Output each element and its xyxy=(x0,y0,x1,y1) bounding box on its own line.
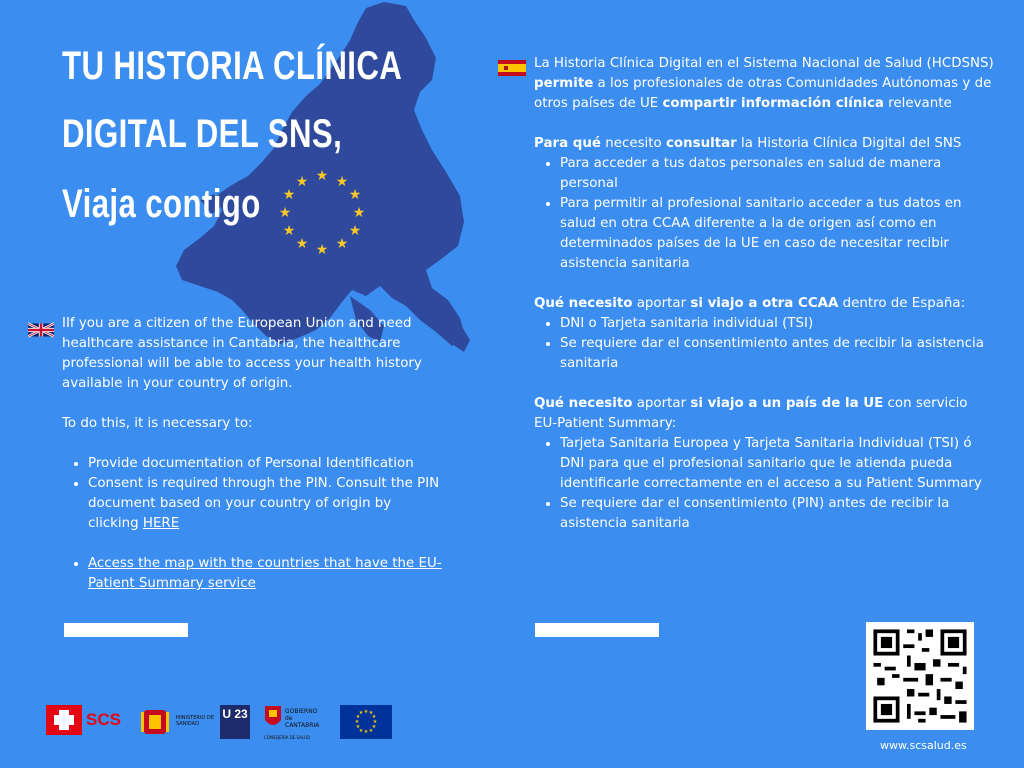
svg-text:★: ★ xyxy=(372,719,378,725)
svg-text:★: ★ xyxy=(358,710,364,716)
english-bullet-3 xyxy=(88,554,442,594)
question-1-bullet: • Para permitir al profesional sanitario acceder a tus datos en salud en otra CCAA diferente a la de origen así como en determinados países de la UE en caso de necesitar recibir asistencia sanitaria xyxy=(560,194,994,274)
svg-text:★: ★ xyxy=(348,187,362,203)
svg-text:★: ★ xyxy=(363,729,369,735)
english-map-list xyxy=(62,554,442,594)
question-3-bullet: • Se requiere dar el consentimiento (PIN) antes de recibir la asistencia sanitaria xyxy=(560,494,994,534)
spanish-section xyxy=(534,54,994,534)
eu-flag-icon xyxy=(340,705,392,739)
uk-flag-icon xyxy=(28,322,54,338)
svg-text:★: ★ xyxy=(352,205,366,221)
svg-text:★: ★ xyxy=(368,710,374,716)
english-todo: To do this, it is necessary to: xyxy=(62,416,253,431)
svg-text:★: ★ xyxy=(315,168,329,184)
gobierno-text: GOBIERNO de CANTABRIA xyxy=(285,708,320,729)
question-2-list xyxy=(534,314,994,374)
svg-text:★: ★ xyxy=(335,174,349,190)
svg-text:★: ★ xyxy=(371,724,377,730)
svg-text:★: ★ xyxy=(355,724,361,730)
question-3: Qué necesito aportar si viajo a un país de la UE con servicio EU-Patient Summary: xyxy=(534,396,968,431)
english-list xyxy=(62,454,442,534)
svg-text:★: ★ xyxy=(315,242,329,258)
svg-text:★: ★ xyxy=(295,236,309,252)
eu-map-link[interactable]: Access the map with the countries that have the EU-Patient Summary service xyxy=(88,556,442,591)
spain-coat-of-arms-icon xyxy=(140,706,170,738)
svg-text:★: ★ xyxy=(348,223,362,239)
english-intro: IIf you are a citizen of the European Union and need healthcare assistance in Cantabria, the healthcare professional will be able to access your health history available in your country of origin. xyxy=(62,316,422,391)
right-white-bar xyxy=(535,623,659,637)
cantabria-shield-icon xyxy=(264,704,282,730)
qr-code-image[interactable] xyxy=(866,622,974,730)
consejeria-text: CONSEJERÍA DE SALUD xyxy=(264,735,310,740)
svg-text:★: ★ xyxy=(354,719,360,725)
svg-text:★: ★ xyxy=(355,714,361,720)
title-line-3: Viaja contigo xyxy=(62,182,261,226)
here-link[interactable]: HERE xyxy=(142,516,180,531)
left-white-bar xyxy=(64,623,188,637)
spain-flag-icon xyxy=(498,60,526,76)
svg-text:★: ★ xyxy=(363,709,369,715)
question-2: Qué necesito aportar si viajo a otra CCAA dentro de España: xyxy=(534,296,966,311)
english-bullet-2 xyxy=(88,474,442,534)
svg-text:★: ★ xyxy=(282,223,296,239)
svg-text:★: ★ xyxy=(371,714,377,720)
question-2-bullet: • Se requiere dar el consentimiento antes de recibir la asistencia sanitaria xyxy=(560,334,994,374)
scs-logo-text: SCS xyxy=(86,710,121,729)
question-1-bullet: • Para acceder a tus datos personales en salud de manera personal xyxy=(560,154,994,194)
question-2-bullet: • DNI o Tarjeta sanitaria individual (TSI) xyxy=(560,314,994,334)
svg-text:★: ★ xyxy=(282,187,296,203)
scs-logo xyxy=(46,705,126,735)
question-3-bullet: • Tarjeta Sanitaria Europea y Tarjeta Sanitaria Individual (TSI) ó DNI para que el profesional sanitario que le atienda pueda identificarle correctamente en el acceso a su Patient Summary xyxy=(560,434,994,494)
ministerio-text: MINISTERIO DE SANIDAD xyxy=(176,715,214,727)
u23-logo xyxy=(220,705,250,739)
svg-text:★: ★ xyxy=(368,728,374,734)
question-1: Para qué necesito consultar la Historia Clínica Digital del SNS xyxy=(534,136,962,151)
question-3-list xyxy=(534,434,994,534)
svg-text:★: ★ xyxy=(295,174,309,190)
gobierno-cantabria-logo xyxy=(264,704,326,742)
svg-text:★: ★ xyxy=(358,728,364,734)
english-section xyxy=(62,314,442,594)
title-line-2: DIGITAL DEL SNS, xyxy=(62,112,343,156)
english-bullet-2-text: Consent is required through the PIN. Consult the PIN document based on your country of origin by clicking xyxy=(88,476,440,531)
spanish-intro: La Historia Clínica Digital en el Sistema Nacional de Salud (HCDSNS) permite a los profesionales de otras Comunidades Autónomas y de otros países de UE compartir información clínica relevante xyxy=(534,56,994,111)
english-bullet-1: • Provide documentation of Personal Identification xyxy=(88,454,442,474)
svg-text:★: ★ xyxy=(335,236,349,252)
website-url: www.scsalud.es xyxy=(880,739,967,752)
question-1-list xyxy=(534,154,994,274)
svg-text:★: ★ xyxy=(278,205,292,221)
title-line-1: TU HISTORIA CLÍNICA xyxy=(62,44,403,88)
scs-cross-icon xyxy=(46,705,82,735)
u23-text: U 23 xyxy=(222,707,248,721)
ministerio-logo xyxy=(140,706,215,738)
